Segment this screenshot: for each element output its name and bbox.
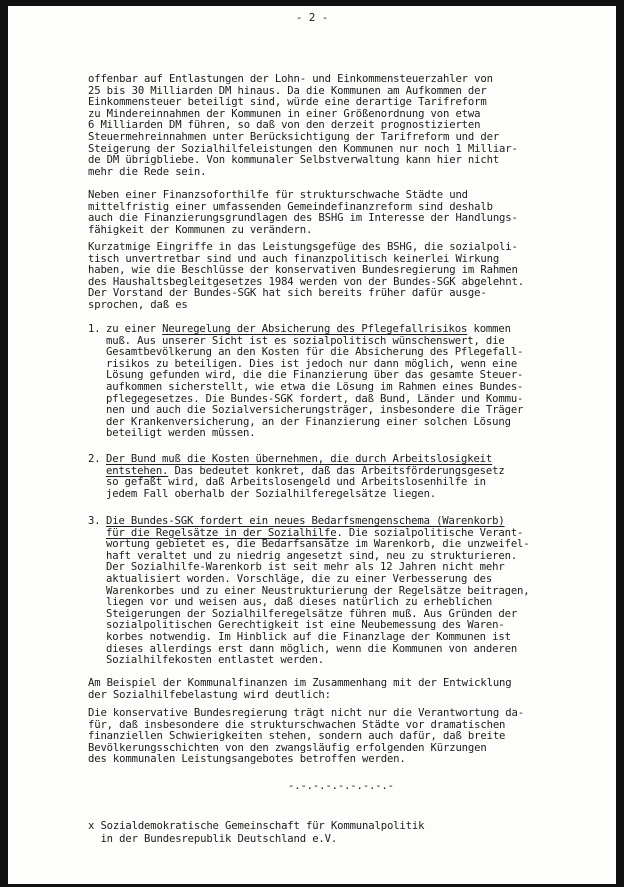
text-line: beteiligt werden müssen. — [106, 427, 256, 440]
text-line: tisch unvertretbar sind und auch finanzpolitisch keinerlei Wirkung — [88, 252, 500, 265]
text-line: des kommunalen Leistungsangebotes betroffen werden. — [88, 753, 406, 766]
text-line: 6 Milliarden DM führen, so daß von den derzeit prognostizierten — [88, 119, 481, 132]
text-line: risikos zu beteiligen. Dies ist jedoch nur dann möglich, wenn eine — [106, 357, 518, 370]
text-line: pflegegesetzes. Die Bundes-SGK fordert, daß Bund, Länder und Kommu- — [106, 392, 524, 405]
underlined-heading: Neuregelung der Absicherung des Pflegefallrisikos — [162, 323, 468, 335]
text-line: Lösung gefunden wird, die die Finanzierung über das gesamte Steuer- — [106, 369, 524, 382]
text-line: Bevölkerungsschichten von den zwangsläufig erfolgenden Kürzungen — [88, 741, 487, 754]
text-line: finanziellen Schwierigkeiten stehen, sondern auch dafür, daß breite — [88, 730, 506, 743]
text-line: korbes notwendig. Im Hinblick auf die Finanzlage der Kommunen ist — [106, 631, 511, 643]
separator-line: -.-.-.-.-.-.-.-.- — [288, 780, 394, 792]
text-line: haft veraltet und zu niedrig angesetzt sind, neu zu strukturieren. — [106, 549, 518, 562]
list-number: 1. — [88, 323, 101, 335]
text-line: Gesamtbevölkerung an den Kosten für die Absicherung des Pflegefall- — [106, 346, 524, 359]
text-line: des Haushaltsbegleitgesetzes 1984 werden von der Bundes-SGK abgelehnt. — [88, 275, 524, 288]
text-line: Am Beispiel der Kommunalfinanzen im Zusammenhang mit der Entwicklung — [88, 677, 512, 689]
text-line: muß. Aus unserer Sicht ist es sozialpolitisch wünschenswert, die — [106, 334, 505, 347]
page-number: - 2 - — [295, 11, 329, 24]
text-line: jedem Fall oberhalb der Sozialhilferegelsätze liegen. — [106, 487, 437, 500]
text-line: so gefaßt wird, daß Arbeitslosengeld und Arbeitslosenhilfe in — [106, 476, 486, 489]
text-line: Neben einer Finanzsoforthilfe für strukturschwache Städte und — [88, 189, 468, 201]
text-line: Der Vorstand der Bundes-SGK hat sich bereits früher dafür ausge- — [88, 287, 487, 300]
text-line: dieses allerdings erst dann möglich, wenn die Kommunen von anderen — [106, 642, 518, 655]
text-line: sozialpolitischen Gerechtigkeit ist eine Neubemessung des Waren- — [106, 619, 505, 632]
list-number: 3. — [88, 515, 101, 527]
text-line: sprochen, daß es — [88, 299, 188, 311]
text-line: 25 bis 30 Milliarden DM hinaus. Da die Kommunen am Aufkommen der — [88, 84, 487, 97]
text-line: Kurzatmige Eingriffe in das Leistungsgefüge des BSHG, die sozialpoli- — [88, 241, 518, 253]
text-line: Einkommensteuer beteiligt sind, würde eine derartige Tarifreform — [88, 96, 487, 109]
text-line: Der Sozialhilfe-Warenkorb ist seit mehr als 12 Jahren nicht mehr — [106, 561, 505, 574]
text-line: Die konservative Bundesregierung trägt nicht nur die Verantwortung da- — [88, 707, 524, 719]
text-line: Steigerungen der Sozialhilferegelsätze führen muß. Aus Gründen der — [106, 607, 518, 620]
text-line: der Krankenversicherung, an der Finanzierung einer solchen Lösung — [106, 415, 511, 428]
footnote-line-2: in der Bundesrepublik Deutschland e.V. — [88, 833, 338, 845]
list-item-lead: entstehen. Das bedeutet konkret, daß das Arbeitsförderungsgesetz — [106, 464, 505, 477]
text-line: Sozialhilfekosten entlastet werden. — [106, 654, 324, 667]
text-line: aufkommen sicherstellt, wie etwa die Lösung im Rahmen eines Bundes- — [106, 381, 524, 393]
text-line: nen und auch die Sozialversicherungsträger, insbesondere die Träger — [106, 404, 524, 417]
text-line: offenbar auf Entlastungen der Lohn- und Einkommensteuerzahler von — [88, 73, 493, 85]
text-line: fähigkeit der Kommunen zu verändern. — [88, 223, 313, 236]
text-line: mittelfristig einer umfassenden Gemeindefinanzreform sind deshalb — [88, 200, 493, 213]
text-line: für, daß insbesondere die strukturschwachen Städte vor dramatischen — [88, 718, 506, 731]
text-line: Steuermehreinnahmen unter Berücksichtigung der Tarifreform und der — [88, 131, 500, 143]
list-item-lead: für die Regelsätze in der Sozialhilfe. Die sozialpolitische Verant- — [106, 526, 524, 539]
list-number: 2. — [88, 453, 101, 465]
text-line: auch die Finanzierungsgrundlagen des BSHG im Interesse der Handlungs- — [88, 212, 518, 225]
list-item-lead: zu einer Neuregelung der Absicherung des Pflegefallrisikos kommen — [106, 323, 511, 335]
underlined-heading: Der Bund muß die Kosten übernehmen, die durch Arbeitslosigkeit — [106, 453, 493, 465]
text-line: zu Mindereinnahmen der Kommunen in einer Größenordnung von etwa — [88, 107, 481, 120]
text-line: haben, wie die Beschlüsse der konservativen Bundesregierung im Rahmen — [88, 264, 518, 277]
text-line: der Sozialhilfebelastung wird deutlich: — [88, 688, 331, 701]
text-line: mehr die Rede sein. — [88, 165, 207, 178]
text-line: de DM übrigbliebe. Von kommunaler Selbstverwaltung kann hier nicht — [88, 154, 500, 167]
text-line: wortung gebietet es, die Bedarfsansätze im Warenkorb, die unzweifel- — [106, 538, 530, 551]
text-line: Steigerung der Sozialhilfeleistungen den Kommunen nur noch 1 Milliar- — [88, 142, 518, 155]
underlined-heading: Die Bundes-SGK fordert ein neues Bedarfsmengenschema (Warenkorb) — [106, 515, 505, 527]
text-line: Warenkorbes und zu einer Neustrukturierung der Regelsätze beitragen, — [106, 584, 530, 597]
text-line: liegen vor und weisen aus, daß dieses natürlich zu erheblichen — [106, 596, 493, 609]
document-page — [8, 6, 616, 884]
footnote-line-1: x Sozialdemokratische Gemeinschaft für Kommunalpolitik — [88, 820, 425, 832]
text-line: aktualisiert worden. Vorschläge, die zu einer Verbesserung des — [106, 573, 493, 585]
